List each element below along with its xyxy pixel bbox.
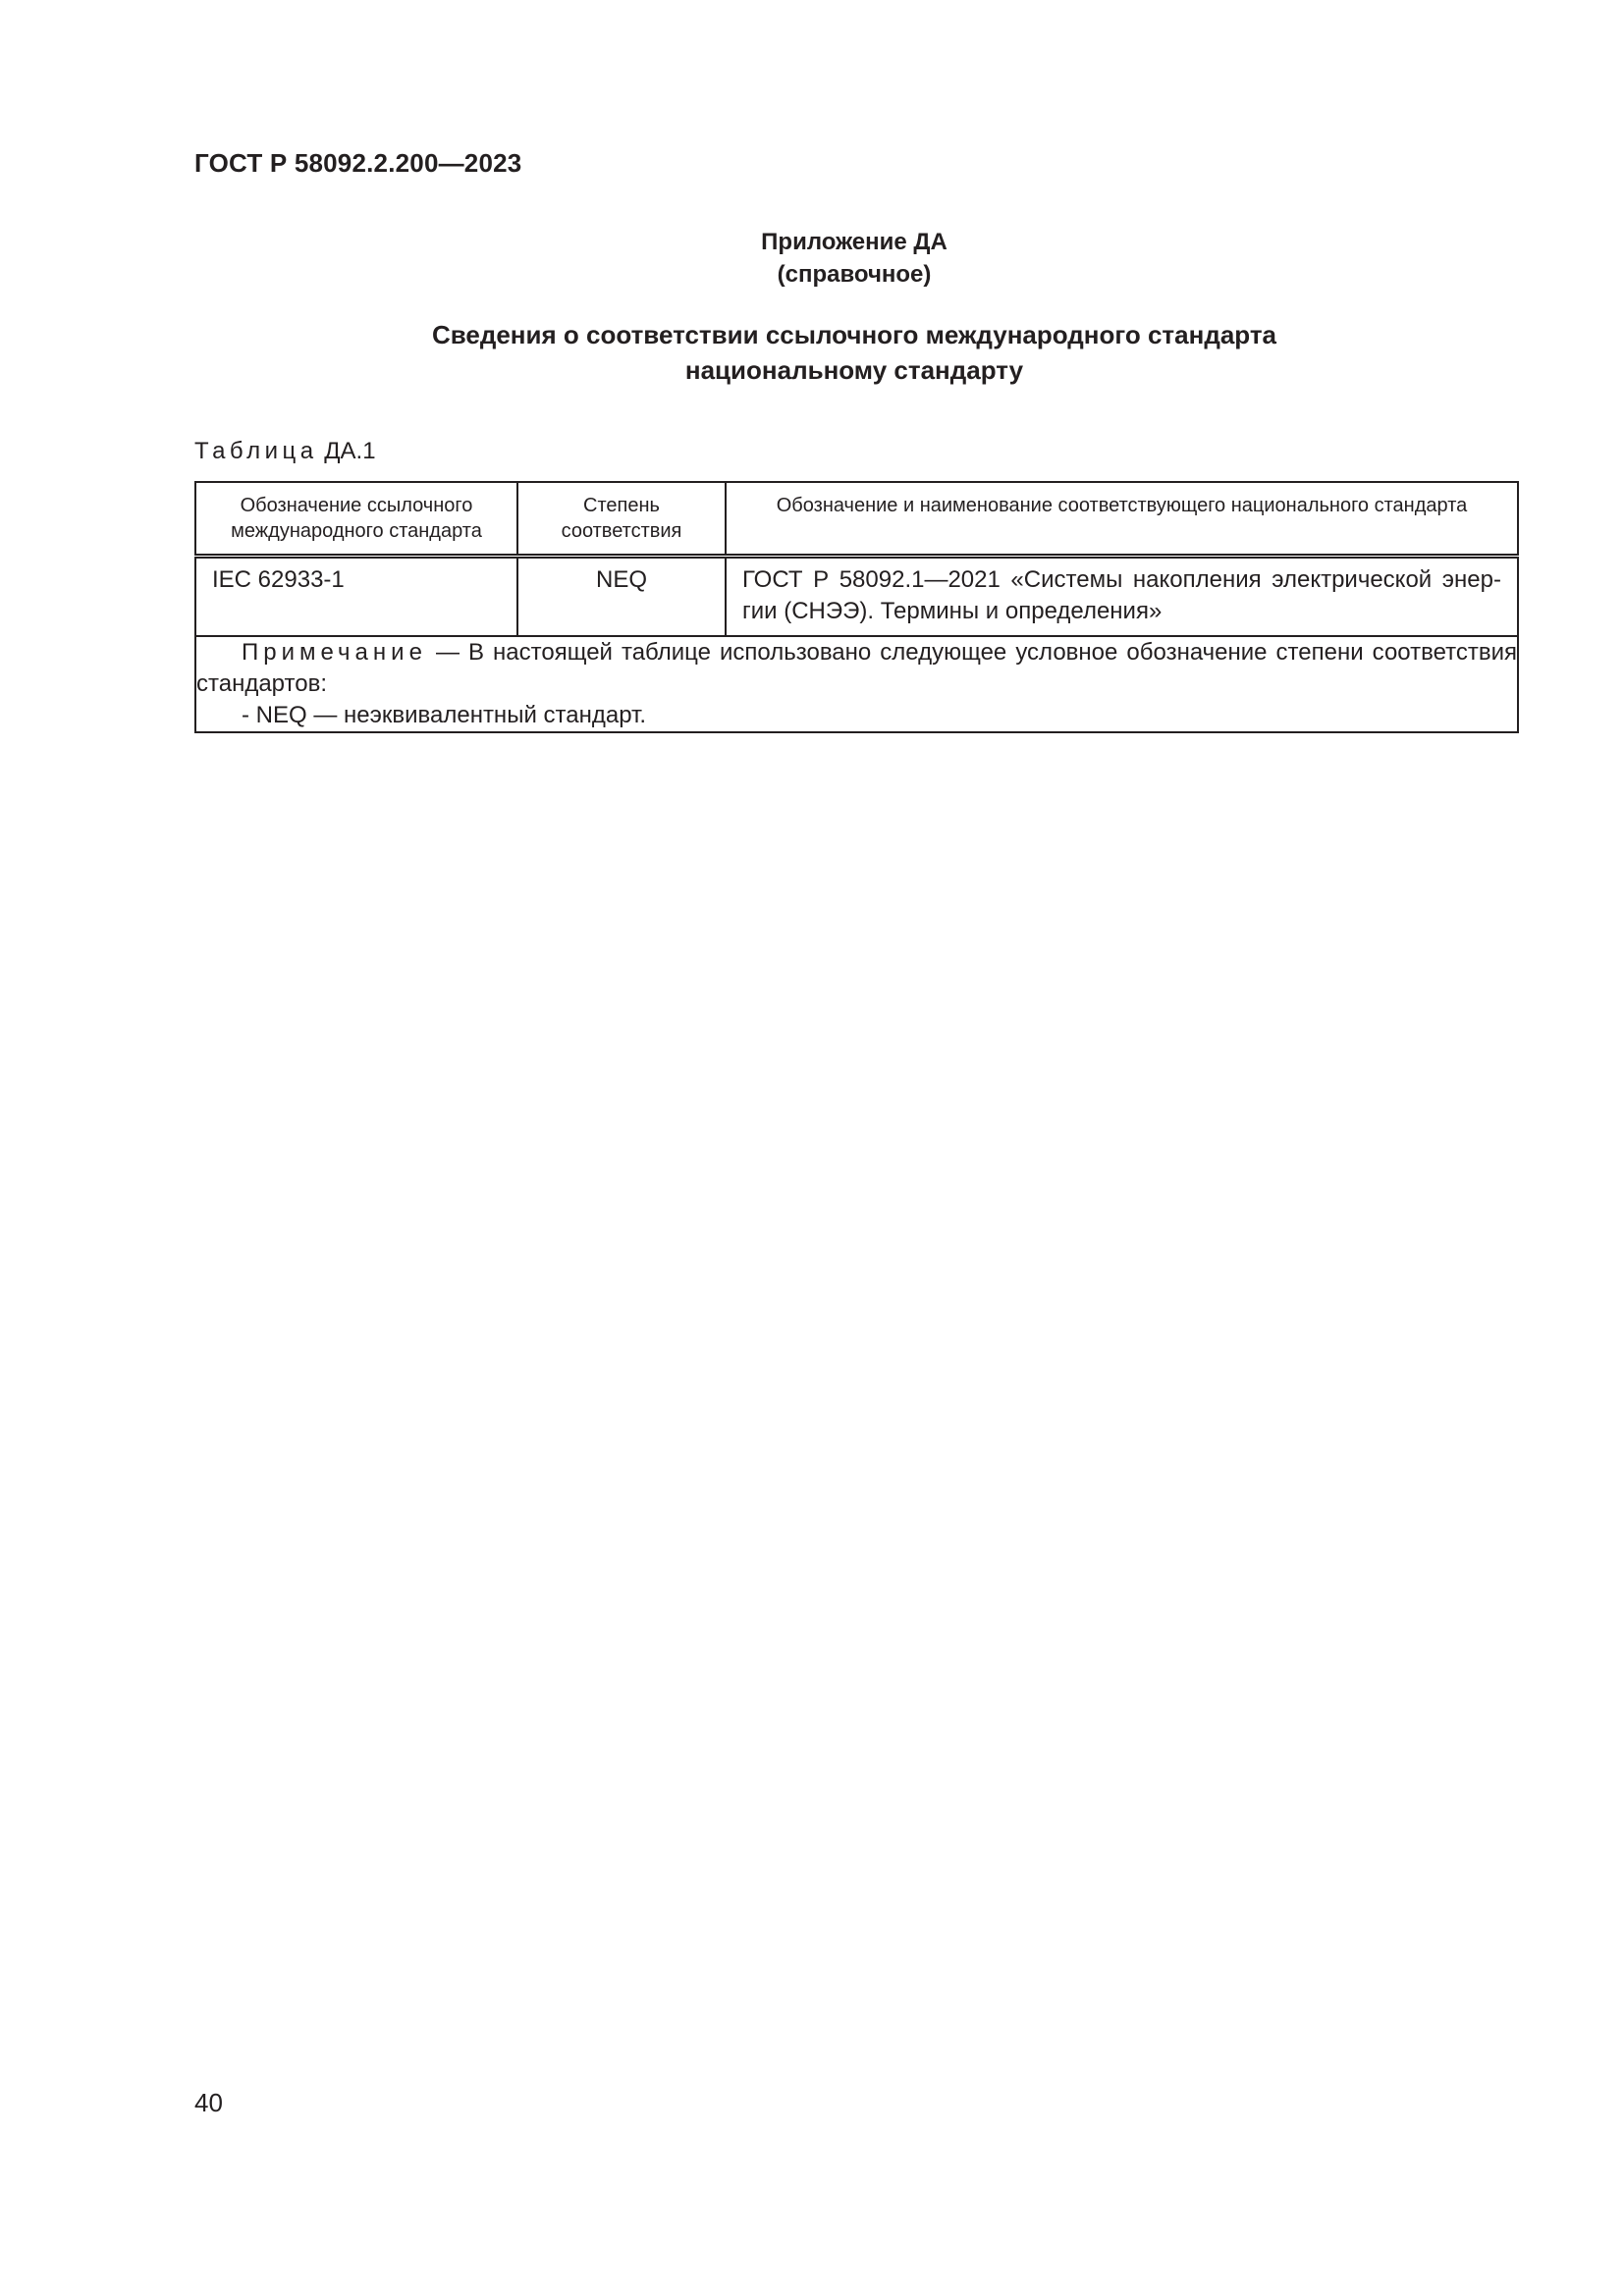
header-degree: Степень соответствия <box>517 482 726 557</box>
note-label: Примечание <box>242 639 427 666</box>
cell-degree: NEQ <box>517 557 726 637</box>
cell-national-standard: ГОСТ Р 58092.1—2021 «Системы накопления электрической энергии (СНЭЭ). Термины и определения» <box>726 557 1518 637</box>
header-ref-standard: Обозначение ссылочного международного стандарта <box>195 482 517 557</box>
note-item: - NEQ — неэквивалентный стандарт. <box>242 702 647 728</box>
document-code: ГОСТ Р 58092.2.200—2023 <box>194 148 522 178</box>
table-caption-word: Таблица <box>194 438 318 464</box>
section-title-line1: Сведения о соответствии ссылочного международного стандарта <box>431 320 1277 349</box>
table-note-row <box>195 636 1518 732</box>
note-text: — В настоящей таблице использовано следующее условное обозначение степени соответствия стандартов: <box>196 639 1517 697</box>
section-title <box>0 317 1624 388</box>
table-note <box>195 636 1518 732</box>
header-national-standard: Обозначение и наименование соответствующего национального стандарта <box>726 482 1518 557</box>
appendix-title: Приложение ДА <box>761 229 947 255</box>
table-row <box>195 557 1518 637</box>
table-caption-id: ДА.1 <box>324 438 376 464</box>
appendix-heading <box>0 226 1624 291</box>
appendix-status: (справочное) <box>777 261 932 288</box>
cell-ref-standard: IEC 62933-1 <box>195 557 517 637</box>
table-header-row <box>195 482 1518 557</box>
section-title-line2: национальному стандарту <box>684 355 1024 385</box>
page-number: 40 <box>194 2088 223 2117</box>
note-paragraph <box>196 637 1517 700</box>
table-caption <box>194 438 376 465</box>
correspondence-table <box>194 481 1519 733</box>
